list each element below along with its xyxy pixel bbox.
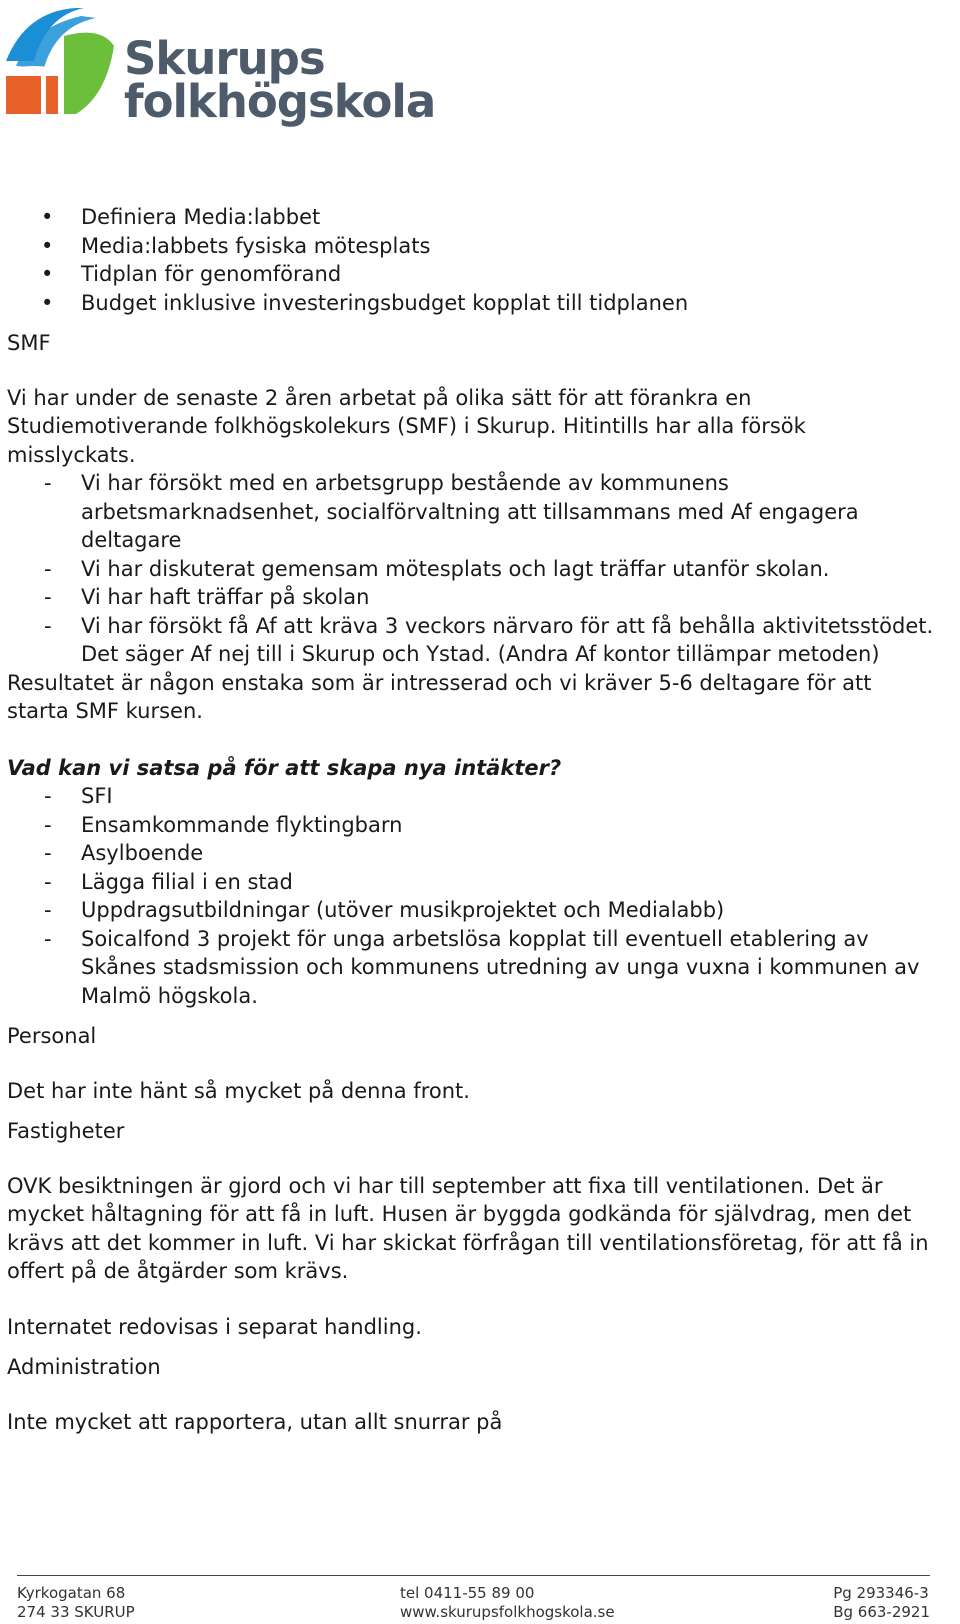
smf-dash-list — [7, 469, 937, 669]
personal-text: Det har inte hänt så mycket på denna front. — [7, 1078, 470, 1103]
list-item: - Asylboende — [7, 839, 937, 868]
school-logo — [6, 6, 436, 131]
list-item: - Lägga filial i en stad — [7, 868, 937, 897]
footer-website-link[interactable]: www.skurupsfolkhogskola.se — [400, 1603, 615, 1621]
logo-emblem-icon — [6, 6, 118, 118]
footer-contact — [400, 1584, 615, 1622]
logo-wordmark — [124, 32, 436, 128]
list-item: - Vi har försökt få Af att kräva 3 veckors närvaro för att få behålla aktivitetsstödet. Det säger Af nej till i Skurup och Ystad. (Andra Af kontor tillämpar metoden) — [7, 612, 937, 669]
administration-text: Inte mycket att rapportera, utan allt snurrar på — [7, 1409, 503, 1434]
list-item: • Media:labbets fysiska mötesplats — [7, 232, 937, 261]
list-item: • Tidplan för genomförand — [7, 260, 937, 289]
list-item: • Budget inklusive investeringsbudget kopplat till tidplanen — [7, 289, 937, 318]
list-item: - SFI — [7, 782, 937, 811]
list-item: - Vi har försökt med en arbetsgrupp bestående av kommunens arbetsmarknadsenhet, socialförvaltning att tillsammans med Af engagera deltagare — [7, 469, 937, 555]
income-heading: Vad kan vi satsa på för att skapa nya intäkter? — [7, 755, 562, 780]
income-dash-list — [7, 782, 937, 1010]
page-footer — [17, 1575, 930, 1621]
list-item: • Definiera Media:labbet — [7, 203, 937, 232]
intro-bullet-list — [7, 203, 937, 317]
fastigheter-heading: Fastigheter — [7, 1119, 125, 1143]
fastigheter-text-2: Internatet redovisas i separat handling. — [7, 1314, 422, 1339]
list-item: - Uppdragsutbildningar (utöver musikprojektet och Medialabb) — [7, 896, 937, 925]
footer-address — [17, 1584, 135, 1622]
smf-paragraph-2: Resultatet är någon enstaka som är intresserad och vi kräver 5-6 deltagare för att starta SMF kursen. — [7, 670, 872, 723]
list-item: - Soicalfond 3 projekt för unga arbetslösa kopplat till eventuell etablering av Skånes stadsmission och kommunens utredning av unga vuxna i kommunen av Malmö högskola. — [7, 925, 937, 1011]
list-item: - Vi har diskuterat gemensam mötesplats och lagt träffar utanför skolan. — [7, 555, 937, 584]
administration-heading: Administration — [7, 1355, 161, 1379]
footer-plusgiro: Pg 293346-3 — [833, 1584, 929, 1602]
footer-street: Kyrkogatan 68 — [17, 1584, 126, 1602]
logo-line-2: folkhögskola — [124, 75, 436, 128]
footer-postal: 274 33 SKURUP — [17, 1603, 135, 1621]
footer-accounts — [833, 1584, 930, 1622]
document-body — [7, 203, 937, 1436]
list-item: - Vi har haft träffar på skolan — [7, 583, 937, 612]
list-item: - Ensamkommande flyktingbarn — [7, 811, 937, 840]
footer-bankgiro: Bg 663-2921 — [833, 1603, 930, 1621]
smf-paragraph-1: Vi har under de senaste 2 åren arbetat på olika sätt för att förankra en Studiemotiverande folkhögskolekurs (SMF) i Skurup. Hitintills har alla försök misslyckats. — [7, 385, 806, 467]
personal-heading: Personal — [7, 1024, 97, 1048]
logo-line-1: Skurups — [124, 32, 325, 85]
footer-phone: tel 0411-55 89 00 — [400, 1584, 535, 1602]
fastigheter-text-1: OVK besiktningen är gjord och vi har till september att fixa till ventilationen. Det är mycket håltagning för att få in luft. Husen är byggda godkända för självdrag, men det krävs att det kommer in luft. Vi har skickat förfrågan till ventilationsföretag, för att få in offert på de åtgärder som krävs. — [7, 1173, 929, 1283]
smf-heading: SMF — [7, 331, 51, 355]
